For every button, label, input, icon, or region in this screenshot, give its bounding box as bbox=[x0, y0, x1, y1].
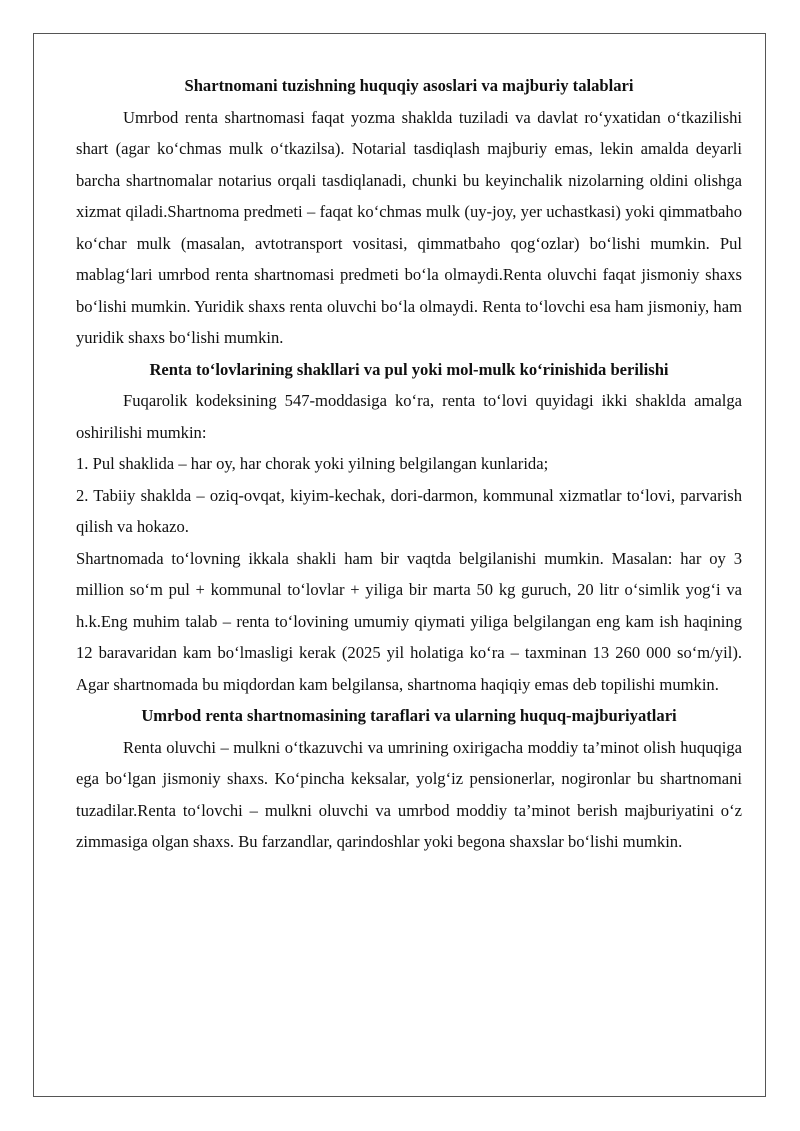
list-item-cash-form: 1. Pul shaklida – har oy, har chorak yoki yilning belgilangan kunlarida; bbox=[76, 454, 549, 473]
paragraph-payment-intro: Fuqarolik kodeksining 547-moddasiga ko‘ra, renta to‘lovi quyidagi ikki shaklda amalga oshirilishi mumkin: bbox=[76, 391, 742, 442]
paragraph-parties: Renta oluvchi – mulkni o‘tkazuvchi va umrining oxirigacha moddiy ta’minot olish huquqiga ega bo‘lgan jismoniy shaxs. Ko‘pincha keksalar, yolg‘iz pensionerlar, nogironlar bu shartnomani tuzadilar.Renta to‘lovchi – mulkni oluvchi va umrbod moddiy ta’minot berish majburiyatini o‘z zimmasiga olgan shaxs. Bu farzandlar, qarindoshlar yoki begona shaxslar bo‘lishi mumkin. bbox=[76, 737, 742, 851]
paragraph-legal-basis: Umrbod renta shartnomasi faqat yozma shaklda tuziladi va davlat ro‘yxatidan o‘tkazilishi shart (agar ko‘chmas mulk o‘tkazilsa). Notarial tasdiqlash majburiy emas, lekin amalda deyarli barcha shartnomalar notarius orqali tasdiqlanadi, chunki bu keyinchalik nizolarning oldini olishga xizmat qiladi.Shartnoma predmeti – faqat ko‘chmas mulk (uy-joy, yer uchastkasi) yoki qimmatbaho ko‘char mulk (masalan, avtotransport vositasi, qimmatbaho qog‘ozlar) bo‘lishi mumkin. Pul mablag‘lari umrbod renta shartnomasi predmeti bo‘la olmaydi.Renta oluvchi faqat jismoniy shaxs bo‘lishi mumkin. Yuridik shaxs renta oluvchi bo‘la olmaydi. Renta to‘lovchi esa ham jismoniy, ham yuridik shaxs bo‘lishi mumkin. bbox=[76, 107, 742, 347]
list-item-natural-form: 2. Tabiiy shaklda – oziq-ovqat, kiyim-kechak, dori-darmon, kommunal xizmatlar to‘lovi, parvarish qilish va hokazo. bbox=[76, 485, 742, 536]
section-heading-legal-basis: Shartnomani tuzishning huquqiy asoslari va majburiy talablari bbox=[184, 76, 634, 95]
section-heading-parties: Umrbod renta shartnomasining taraflari va ularning huquq-majburiyatlari bbox=[141, 706, 677, 725]
paragraph-payment-body: Shartnomada to‘lovning ikkala shakli ham bir vaqtda belgilanishi mumkin. Masalan: har oy 3 million so‘m pul + kommunal to‘lovlar + yiliga bir marta 50 kg guruch, 20 litr o‘simlik yog‘i va h.k.Eng muhim talab – renta to‘lovining umumiy qiymati yiliga belgilangan eng kam ish haqining 12 baravaridan kam bo‘lmasligi kerak (2025 yil holatiga ko‘ra – taxminan 13 260 000 so‘m/yil). Agar shartnomada bu miqdordan kam belgilansa, shartnoma haqiqiy emas deb topilishi mumkin. bbox=[76, 548, 742, 694]
document-body bbox=[76, 70, 742, 858]
section-heading-payment-forms: Renta to‘lovlarining shakllari va pul yoki mol-mulk ko‘rinishida berilishi bbox=[149, 359, 669, 379]
